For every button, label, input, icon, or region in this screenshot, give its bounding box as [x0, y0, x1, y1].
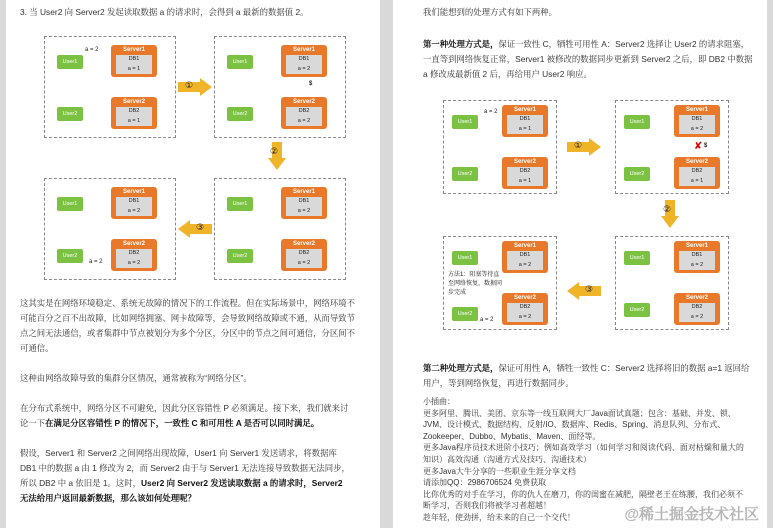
para4-line4: 无法给用户返回最新数据，那么该如何处理呢？	[20, 493, 196, 503]
para4-line3	[20, 476, 343, 491]
note-line: 断学习，否则我们将被学习者超越！	[423, 501, 551, 511]
db2-label: DB2	[691, 168, 703, 174]
server2-title: Server2	[685, 159, 709, 165]
para1-line2: 可能百分之百不出故障，比如网络拥塞、网卡故障等，会导致网络故障或不通，从而导致节	[20, 313, 355, 323]
db1-value: a = 1	[127, 65, 141, 72]
method1-line3: a 修改成最新值 2 后，再给用户 User2 响应。	[423, 69, 592, 79]
server1-node	[111, 45, 157, 77]
a-label: a = 2	[480, 317, 494, 323]
user1-node: User1	[624, 115, 650, 129]
r-diagram3-box	[615, 236, 729, 330]
server1-node	[502, 241, 548, 273]
user1-node: User1	[452, 115, 478, 129]
para4-bold: User2 向 Server2 发送读取数据 a 的请求时，Server2	[141, 478, 343, 488]
db2-label: DB2	[298, 108, 310, 114]
server2-title: Server2	[122, 241, 146, 247]
server2-node	[502, 293, 548, 325]
db2-label: DB2	[519, 168, 531, 174]
right-page	[393, 0, 767, 528]
server1-title: Server1	[122, 47, 146, 53]
method1-line2: 一直等到网络恢复正常，Server1 被修改的数据同步更新到 Server2 之后，即 DB2 中数据	[423, 54, 753, 64]
server2-node	[281, 97, 327, 129]
db2-value: a = 2	[127, 259, 141, 266]
server1-node	[674, 241, 720, 273]
server1-title: Server1	[513, 107, 537, 113]
db1-label: DB1	[298, 56, 310, 62]
server1-node	[281, 187, 327, 219]
right-intro: 我们能想到的处理方式有如下两种。	[423, 7, 557, 17]
server1-node	[111, 187, 157, 219]
user2-node: User2	[227, 107, 253, 121]
db2-value: a = 2	[518, 313, 532, 320]
para4-line2: DB1 中的数据 a 由 1 修改为 2，而 Server2 由于与 Server1 无法连接导致数据无法同步，	[20, 463, 350, 473]
server2-title: Server2	[292, 241, 316, 247]
server2-title: Server2	[685, 295, 709, 301]
arrow-right-icon	[178, 78, 212, 96]
user1-node: User1	[57, 197, 83, 211]
db1-value: a = 2	[297, 65, 311, 72]
broken-link-icon: ✘	[694, 141, 703, 152]
user2-node: User2	[624, 303, 650, 317]
db2-label: DB2	[298, 250, 310, 256]
step1-label: ①	[574, 140, 583, 150]
r-diagram4-box	[443, 236, 557, 330]
server2-title: Server2	[122, 99, 146, 105]
note-line: 更多Java大牛分享的一些职业生涯分享文档	[423, 466, 576, 476]
db1-label: DB1	[519, 252, 531, 258]
para4-plain: 所以 DB2 中 a 依旧是 1。这时，	[20, 478, 141, 488]
method1-bold: 第一种处理方式是，	[423, 39, 499, 49]
note-line: JVM、设计模式、数据结构、反射/IO、数据库、Redis、Spring、消息队列、分布式、	[423, 420, 726, 430]
server2-title: Server2	[292, 99, 316, 105]
a-label: a = 2	[85, 47, 99, 53]
db1-value: a = 2	[690, 125, 704, 132]
left-intro: 3. 当 User2 向 Server2 发起读取数据 a 的请求时，会得到 a 最新的数据值 2。	[20, 7, 309, 17]
server2-title: Server2	[513, 295, 537, 301]
diagram2-box	[214, 36, 346, 138]
db1-label: DB1	[128, 56, 140, 62]
sync-label: $	[309, 81, 313, 87]
server2-node	[674, 293, 720, 325]
para3-line2	[20, 416, 319, 431]
sync-label: $	[704, 143, 708, 149]
note-line: 比你优秀的对手在学习，你的仇人在磨刀，你的闺蜜在减肥，隔壁老王在练腰，我们必须不	[423, 489, 743, 499]
db2-value: a = 1	[518, 177, 532, 184]
user1-node: User1	[452, 251, 478, 265]
r-diagram2-box	[615, 100, 729, 194]
db1-label: DB1	[691, 252, 703, 258]
para1-line1: 这其实是在网络环境稳定、系统无故障的情况下的工作流程。但在实际场景中，网络环境不	[20, 298, 355, 308]
left-page	[6, 0, 380, 528]
note-line: 小插曲：	[423, 397, 455, 406]
db2-value: a = 2	[297, 259, 311, 266]
note-line: Zookeeper、Dubbo、Mybatis、Maven、面经等。	[423, 431, 601, 441]
user1-node: User1	[227, 197, 253, 211]
step1-label: ①	[185, 80, 194, 90]
db2-value: a = 1	[690, 177, 704, 184]
para4-line1: 假设，Server1 和 Server2 之间网络出现故障，User1 向 Server1 发送请求，将数据库	[20, 448, 337, 458]
db1-value: a = 1	[518, 125, 532, 132]
db2-label: DB2	[519, 304, 531, 310]
step2-label: ②	[270, 146, 279, 156]
user1-node: User1	[57, 55, 83, 69]
user2-node: User2	[624, 167, 650, 181]
server2-node	[111, 239, 157, 271]
db1-label: DB1	[691, 116, 703, 122]
server1-node	[674, 105, 720, 137]
method-note-line2: 至网络恢复，数据同	[448, 281, 503, 287]
para1-line4: 可通信。	[20, 343, 54, 353]
para1-line3: 点之间无法通信，或者集群中节点被划分为多个分区，分区中的节点之间可通信，分区间不	[20, 328, 355, 338]
server2-node	[674, 157, 720, 189]
server2-title: Server2	[513, 159, 537, 165]
a-label: a = 2	[89, 259, 103, 265]
step2-label: ②	[663, 204, 672, 214]
db1-value: a = 2	[297, 207, 311, 214]
server1-node	[281, 45, 327, 77]
step3-label: ③	[196, 222, 205, 232]
server1-title: Server1	[292, 189, 316, 195]
db1-label: DB1	[128, 198, 140, 204]
user2-node: User2	[57, 107, 83, 121]
method2-rest: 保证可用性 A，牺牲一致性 C：Server2 选择将旧的数据 a=1 返回给	[498, 363, 750, 373]
diagram1-box	[44, 36, 176, 138]
note-line: 趁年轻，使劲拼，给未来的自己一个交代！	[423, 513, 575, 522]
method2-line1	[423, 361, 749, 376]
watermark: @稀土掘金技术社区	[624, 506, 759, 523]
user1-node: User1	[227, 55, 253, 69]
method1-line1	[423, 37, 749, 52]
note-line: 更多Java程序员技术进阶小技巧；例如高效学习（如何学习和阅读代码、面对枯燥和量大的	[423, 443, 744, 453]
arrow-right-icon	[567, 138, 601, 156]
db1-label: DB1	[519, 116, 531, 122]
server1-title: Server1	[685, 243, 709, 249]
db2-label: DB2	[691, 304, 703, 310]
server2-node	[502, 157, 548, 189]
user1-node: User1	[624, 251, 650, 265]
server1-title: Server1	[513, 243, 537, 249]
user2-node: User2	[57, 249, 83, 263]
server2-node	[111, 97, 157, 129]
user2-node: User2	[227, 249, 253, 263]
user2-node: User2	[452, 307, 478, 321]
arrow-left-icon	[567, 282, 601, 300]
db1-value: a = 2	[127, 207, 141, 214]
user2-node: User2	[452, 167, 478, 181]
db2-value: a = 2	[690, 313, 704, 320]
r-diagram1-box	[443, 100, 557, 194]
diagram3-box	[214, 178, 346, 280]
method2-line2: 用户，等到网络恢复，再进行数据同步。	[423, 378, 574, 388]
db2-label: DB2	[128, 108, 140, 114]
db2-value: a = 2	[297, 117, 311, 124]
method2-bold: 第二种处理方式是，	[423, 363, 499, 373]
para3-line1: 在分布式系统中，网络分区不可避免，因此分区容错性 P 必须满足。接下来，我们就来讨	[20, 403, 349, 413]
server1-title: Server1	[685, 107, 709, 113]
server1-title: Server1	[292, 47, 316, 53]
para3-plain: 论一下	[20, 418, 46, 428]
method1-rest: 保证一致性 C，牺牲可用性 A：Server2 选择让 User2 的请求阻塞，	[498, 39, 750, 49]
db2-label: DB2	[128, 250, 140, 256]
para3-bold: 在满足分区容错性 P 的情况下，一致性 C 和可用性 A 是否可以同时满足。	[45, 418, 320, 428]
para2: 这种由网络故障导致的集群分区情况，通常被称为“网络分区”。	[20, 373, 252, 383]
diagram4-box	[44, 178, 176, 280]
arrow-left-icon	[178, 220, 212, 238]
method-note-line1: 方法1：阻塞等待直	[448, 272, 500, 278]
method-note	[448, 271, 502, 298]
db1-value: a = 2	[690, 261, 704, 268]
a-label: a = 2	[484, 109, 498, 115]
method-note-line3: 步完成	[448, 290, 467, 296]
note-line: 更多阿里、腾讯、美团、京东等一线互联网大厂Java面试真题；包含：基础、并发、锁、	[423, 408, 736, 418]
server1-node	[502, 105, 548, 137]
db1-value: a = 2	[518, 261, 532, 268]
step3-label: ③	[585, 284, 594, 294]
server1-title: Server1	[122, 189, 146, 195]
db2-value: a = 1	[127, 117, 141, 124]
db1-label: DB1	[298, 198, 310, 204]
note-line: 请添加QQ：2986706524 免费获取	[423, 478, 547, 488]
server2-node	[281, 239, 327, 271]
note-line: 知识）高效沟通（沟通方式及技巧、沟通技术）	[423, 455, 591, 464]
